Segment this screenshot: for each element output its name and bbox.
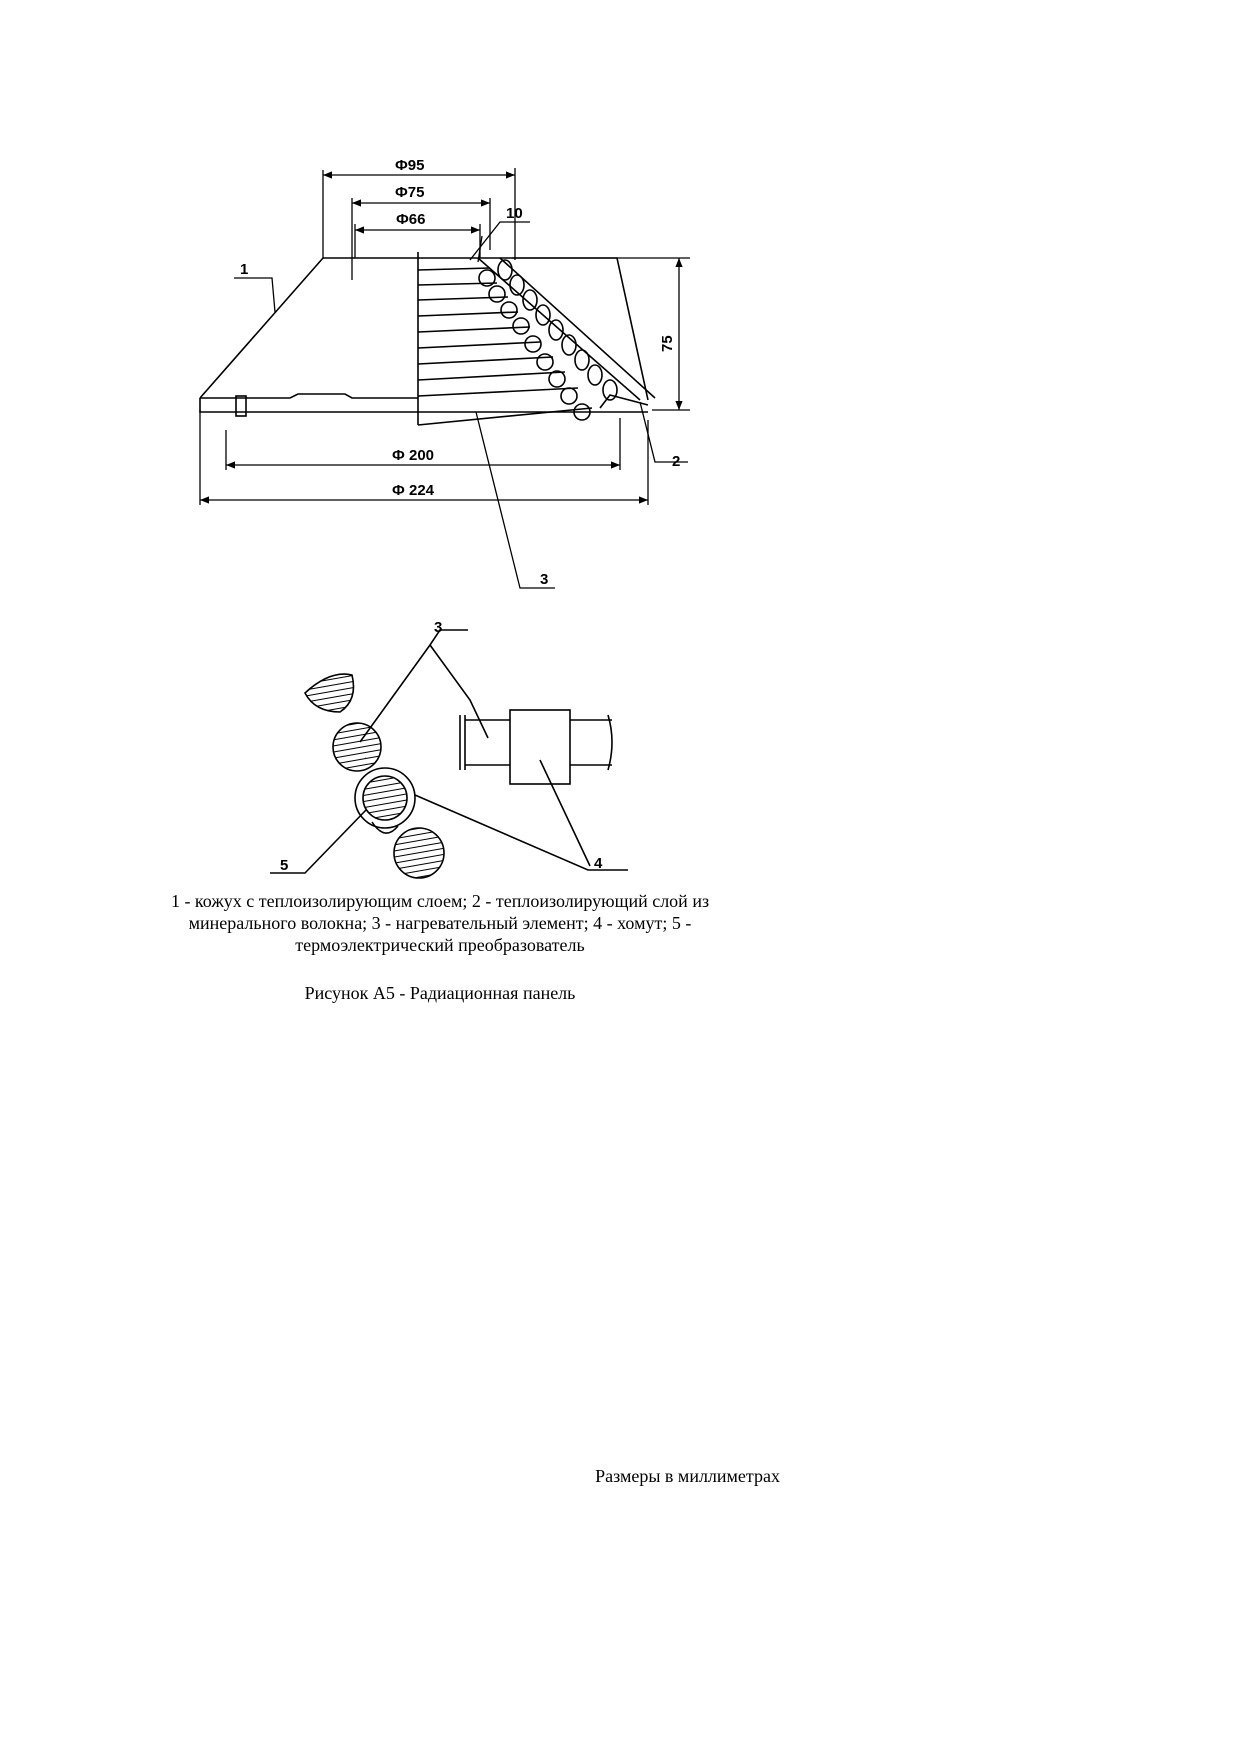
dim-h75: 75 — [659, 335, 676, 352]
dimension-labels — [240, 157, 680, 588]
detail-callout-5: 5 — [280, 857, 289, 874]
legend-line-3: термоэлектрический преобразователь — [295, 935, 585, 955]
dim-d66: Ф66 — [396, 211, 426, 228]
legend-line-2: минерального волокна; 3 - нагревательный элемент; 4 - хомут; 5 - — [188, 913, 692, 933]
callout-2: 2 — [672, 453, 681, 470]
callout-3: 3 — [540, 571, 549, 588]
dim-d200: Ф 200 — [392, 447, 434, 464]
dim-d224: Ф 224 — [392, 482, 434, 499]
detail-callout-3: 3 — [434, 619, 443, 636]
detail-callout-4: 4 — [594, 855, 603, 872]
detail-labels — [280, 619, 603, 874]
units-note: Размеры в миллиметрах — [595, 1466, 780, 1486]
dim-d75: Ф75 — [395, 184, 425, 201]
detail-view — [270, 630, 628, 878]
figure-legend — [100, 890, 780, 956]
callout-10: 10 — [506, 205, 523, 222]
legend-line-1: 1 - кожух с теплоизолирующим слоем; 2 - теплоизолирующий слой из — [170, 891, 710, 911]
figure-caption: Рисунок А5 - Радиационная панель — [304, 983, 576, 1003]
callout-1: 1 — [240, 261, 249, 278]
dim-d95: Ф95 — [395, 157, 425, 174]
base-line — [200, 398, 648, 412]
housing-outline — [200, 258, 648, 400]
